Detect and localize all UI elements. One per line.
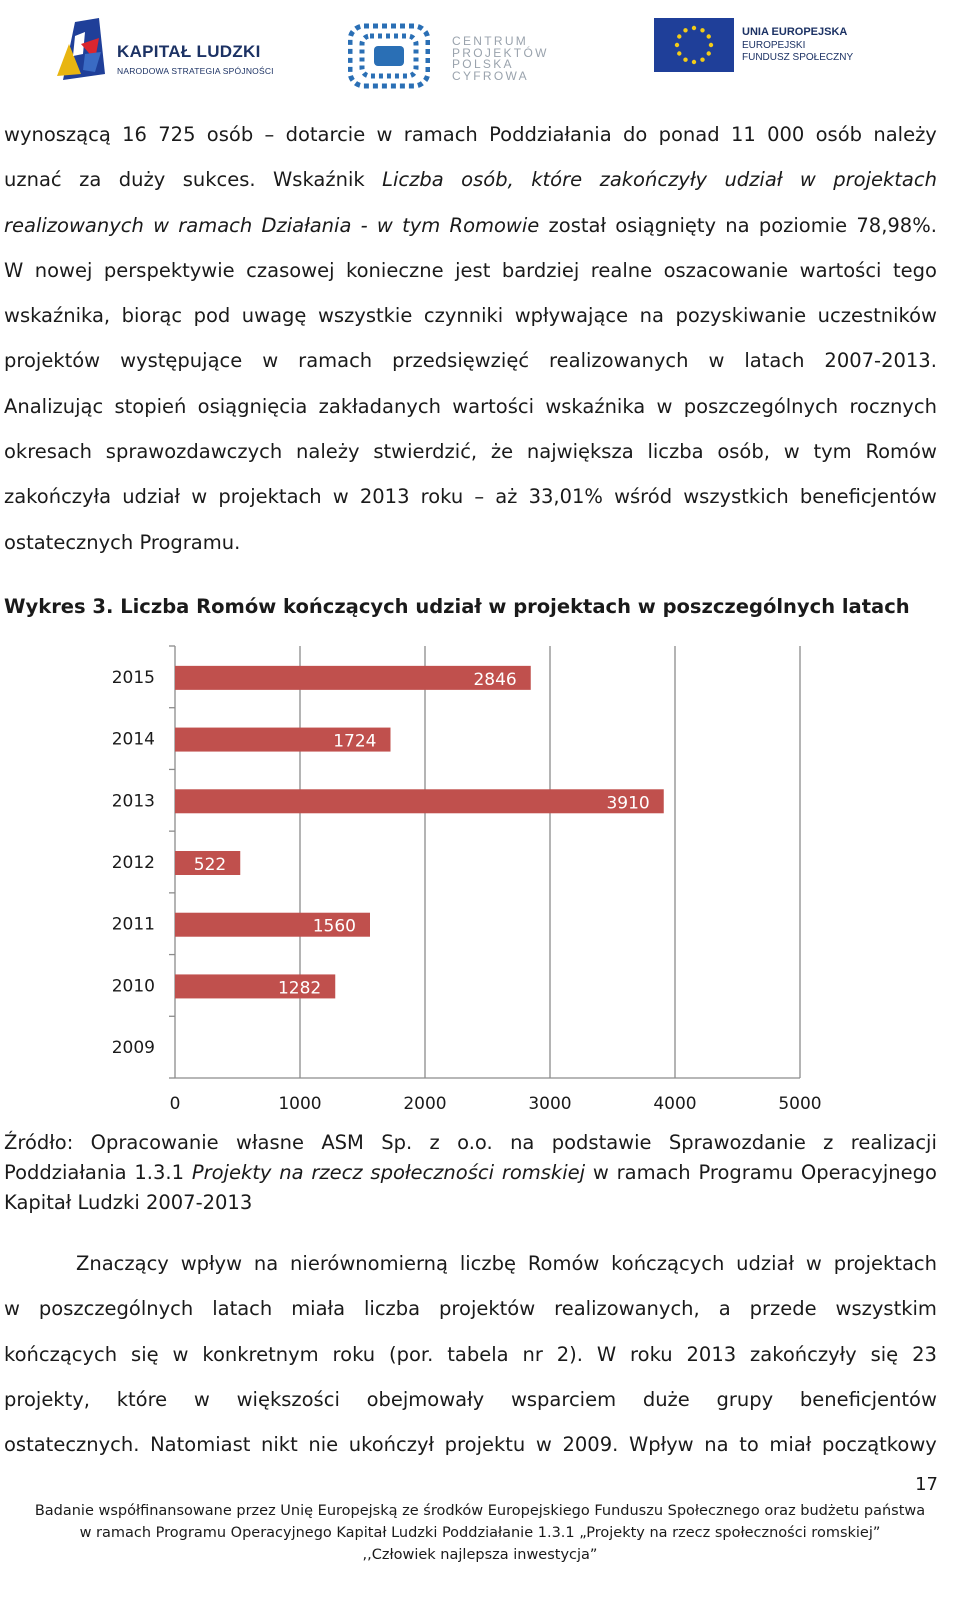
eu-logo [654, 18, 904, 76]
footer [0, 1500, 960, 1566]
text-line: zakończyła udział w projektach w 2013 roku – aż 33,01% wśród wszystkich beneficjentów [4, 485, 937, 509]
footer-line-1: Badanie współfinansowane przez Unię Europejską ze środków Europejskiego Funduszu Społecznego oraz budżetu państwa [34, 1503, 926, 1519]
logo2-word-3: POLSKA [452, 57, 514, 71]
paragraph-1 [4, 112, 937, 565]
logo2-word-1: CENTRUM [452, 34, 529, 48]
data-label: 522 [193, 855, 227, 875]
text-line: Kapitał Ludzki 2007-2013 [4, 1191, 253, 1214]
x-tick-label: 1000 [278, 1094, 322, 1114]
category-label: 2012 [111, 853, 155, 873]
data-label: 1560 [312, 916, 356, 937]
bar [175, 789, 664, 813]
text-line: ostatecznych. Natomiast nikt nie ukończył projektu w 2009. Wpływ na to miał początkowy [4, 1433, 937, 1457]
footer-line-3: ,,Człowiek najlepsza inwestycja” [362, 1547, 598, 1563]
text-line: ostatecznych Programu. [4, 530, 241, 554]
text-line: Źródło: Opracowanie własne ASM Sp. z o.o. na podstawie Sprawozdanie z realizacji [4, 1131, 937, 1154]
category-label: 2014 [111, 729, 155, 750]
category-label: 2009 [111, 1038, 155, 1059]
logo1-title: KAPITAŁ LUDZKI [117, 42, 261, 61]
eu-star-icon [692, 60, 696, 64]
text-line: W nowej perspektywie czasowej konieczne jest bardziej realne oszacowanie wartości tego [4, 258, 937, 282]
header-logos [0, 0, 960, 110]
text-line: wskaźnika, biorąc pod uwagę wszystkie czynniki wpływające na pozyskiwanie uczestników [4, 304, 937, 328]
category-label: 2010 [111, 976, 155, 997]
logo3-title: UNIA EUROPEJSKA [742, 26, 848, 38]
text-line: projektów występujące w ramach przedsięwzięć realizowanych w latach 2007-2013. [4, 349, 937, 373]
x-tick-label: 5000 [778, 1094, 822, 1114]
kapital-ludzki-mark-icon [55, 14, 111, 82]
centrum-projektow-logo [348, 20, 568, 96]
data-label: 2846 [473, 669, 517, 690]
eu-star-icon [700, 28, 704, 32]
text-line: w poszczególnych latach miała liczba projektów realizowanych, a przede wszystkim [4, 1297, 937, 1321]
text-line: Analizując stopień osiągnięcia zakładanych wartości wskaźnika w poszczególnych rocznych [4, 394, 937, 418]
eu-star-icon [683, 58, 687, 62]
page-number: 17 [915, 1474, 938, 1495]
logo2-words [452, 36, 549, 82]
text-line: realizowanych w ramach Działania - w tym Romowie został osiągnięty na poziomie 78,98%. [4, 213, 937, 237]
eu-star-icon [675, 43, 679, 47]
data-label: 3910 [606, 793, 650, 814]
source-note [4, 1128, 937, 1218]
data-label: 1282 [277, 978, 322, 999]
text-line: uznać za duży sukces. Wskaźnik Liczba osób, które zakończyły udział w projektach [4, 168, 937, 192]
eu-star-icon [700, 58, 704, 62]
category-label: 2011 [111, 914, 155, 935]
kapital-ludzki-logo [55, 14, 275, 86]
text-line: projekty, które w większości obejmowały wsparciem duże grupy beneficjentów [4, 1387, 937, 1411]
logo3-line3: FUNDUSZ SPOŁECZNY [742, 52, 854, 63]
logo2-word-4: CYFROWA [452, 68, 529, 83]
text-line: kończących się w konkretnym roku (por. tabela nr 2). W roku 2013 zakończyły się 23 [4, 1342, 937, 1366]
bar-chart [100, 640, 860, 1120]
text-line: wynoszącą 16 725 osób – dotarcie w ramach Poddziałania do ponad 11 000 osób należy [4, 123, 937, 146]
centrum-projektow-mark-icon [348, 20, 430, 92]
text-line: Znaczący wpływ na nierównomierną liczbę Romów kończących udział w projektach [76, 1252, 937, 1275]
eu-star-icon [707, 51, 711, 55]
eu-star-icon [709, 43, 713, 47]
category-label: 2013 [111, 791, 155, 812]
x-tick-label: 0 [169, 1094, 181, 1114]
logo1-subtitle: NARODOWA STRATEGIA SPÓJNOŚCI [117, 66, 274, 76]
eu-star-icon [692, 26, 696, 30]
paragraph-2 [4, 1241, 937, 1467]
x-tick-label: 4000 [653, 1094, 697, 1114]
x-tick-label: 3000 [528, 1094, 572, 1114]
eu-star-icon [677, 51, 681, 55]
logo2-word-2: PROJEKTÓW [452, 45, 549, 60]
eu-star-icon [683, 28, 687, 32]
eu-star-icon [677, 34, 681, 38]
logo3-subtitle [742, 40, 853, 64]
figure-title: Wykres 3. Liczba Romów kończących udział w projektach w poszczególnych latach [4, 595, 910, 618]
eu-star-icon [707, 34, 711, 38]
eu-flag-icon [654, 18, 734, 72]
text-line: Poddziałania 1.3.1 Projekty na rzecz społeczności romskiej w ramach Programu Operacyjnego [4, 1161, 937, 1184]
footer-line-2: w ramach Programu Operacyjnego Kapitał Ludzki Poddziałanie 1.3.1 „Projekty na rzecz społeczności romskiej” [79, 1525, 881, 1541]
text-line: okresach sprawozdawczych należy stwierdzić, że największa liczba osób, w tym Romów [4, 440, 937, 464]
x-tick-label: 2000 [403, 1094, 447, 1114]
data-label: 1724 [333, 731, 377, 752]
category-label: 2015 [111, 667, 155, 688]
logo3-line2: EUROPEJSKI [742, 40, 806, 51]
